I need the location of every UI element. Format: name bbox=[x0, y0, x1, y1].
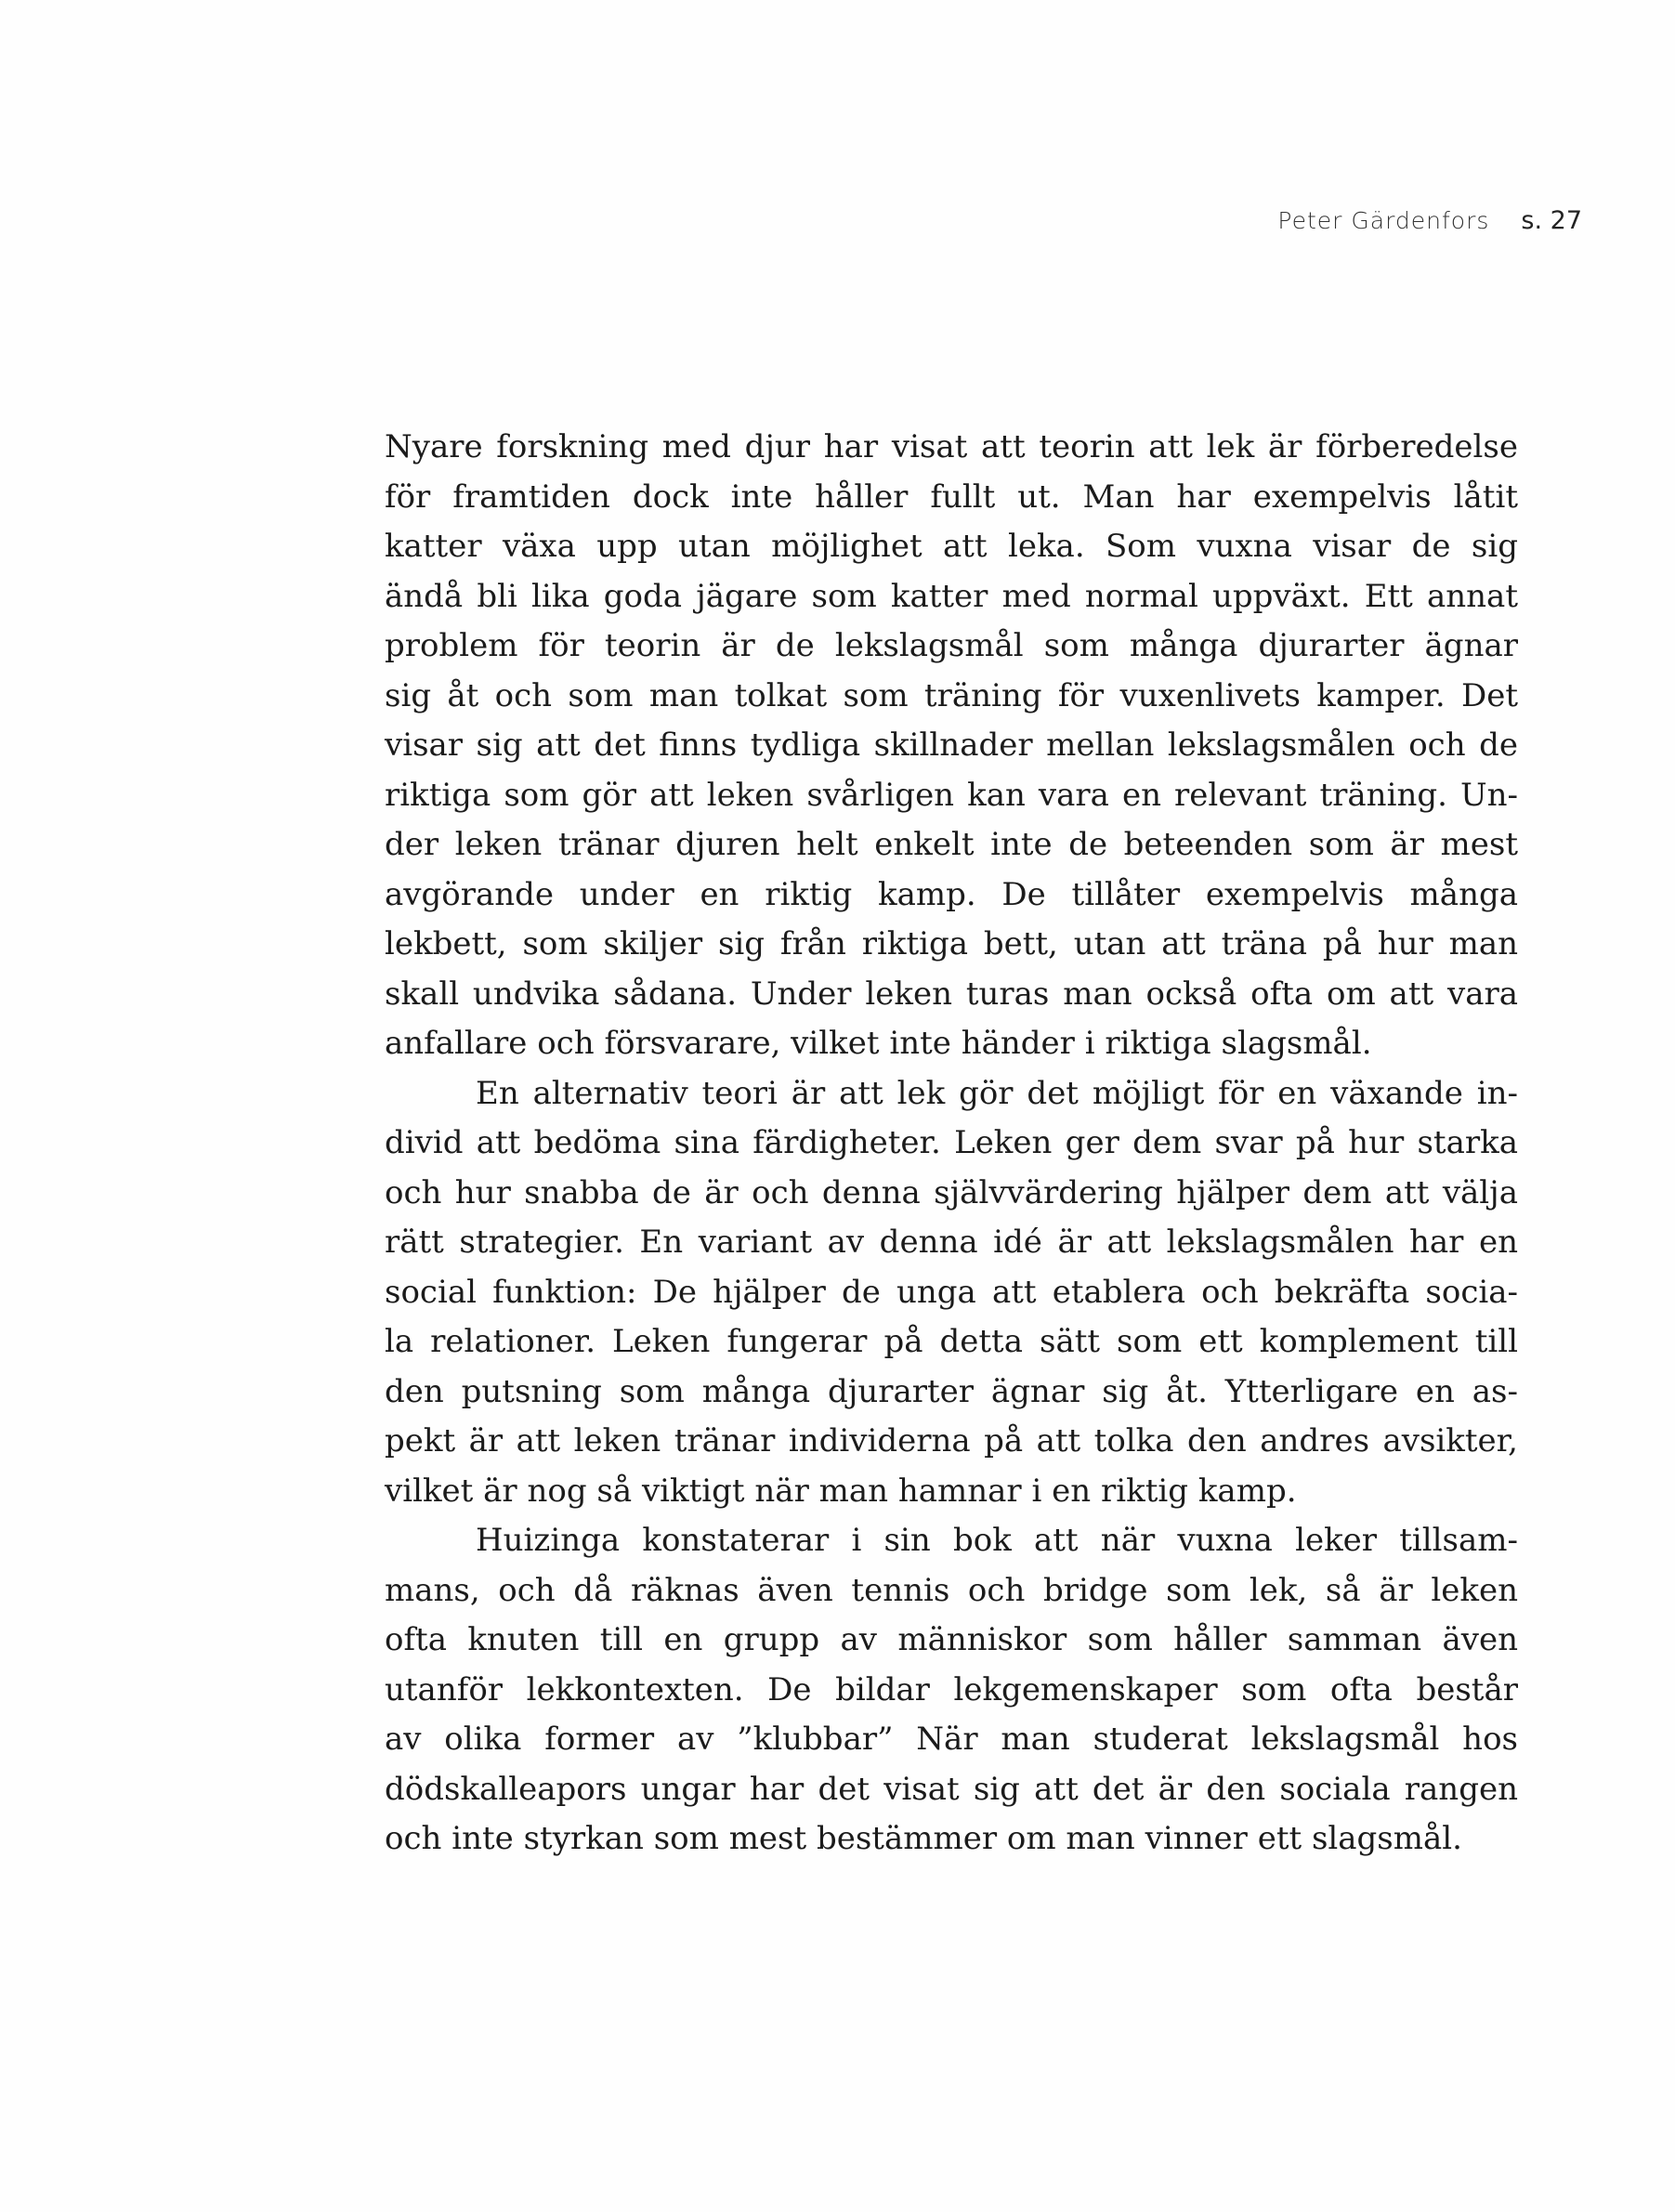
text-line: visar sig att det finns tydliga skillnader mellan lekslagsmålen och de bbox=[385, 726, 1518, 764]
text-line: problem för teorin är de lekslagsmål som många djurarter ägnar bbox=[385, 627, 1518, 664]
body-text bbox=[385, 423, 1518, 1865]
text-line: anfallare och försvarare, vilket inte händer i riktiga slagsmål. bbox=[385, 1025, 1372, 1062]
text-line: skall undvika sådana. Under leken turas man också ofta om att vara bbox=[385, 975, 1518, 1013]
text-line: ändå bli lika goda jägare som katter med normal uppväxt. Ett annat bbox=[385, 577, 1518, 615]
text-line: och inte styrkan som mest bestämmer om man vinner ett slagsmål. bbox=[385, 1820, 1462, 1857]
text-line: rätt strategier. En variant av denna idé är att lekslagsmålen har en bbox=[385, 1224, 1518, 1261]
header-author: Peter Gärdenfors bbox=[1277, 207, 1490, 234]
text-line: En alternativ teori är att lek gör det möjligt för en växande in- bbox=[476, 1074, 1518, 1112]
text-line: dödskalleapors ungar har det visat sig att det är den sociala rangen bbox=[385, 1770, 1518, 1808]
text-line: för framtiden dock inte håller fullt ut. Man har exempelvis låtit bbox=[385, 478, 1518, 516]
text-line: Huizinga konstaterar i sin bok att när vuxna leker tillsam- bbox=[476, 1522, 1518, 1559]
text-line: der leken tränar djuren helt enkelt inte de beteenden som är mest bbox=[385, 826, 1518, 863]
text-line: social funktion: De hjälper de unga att etablera och bekräfta socia- bbox=[385, 1273, 1518, 1311]
text-line: vilket är nog så viktigt när man hamnar i en riktig kamp. bbox=[385, 1472, 1297, 1510]
text-line: och hur snabba de är och denna självvärdering hjälper dem att välja bbox=[385, 1173, 1518, 1211]
text-line: katter växa upp utan möjlighet att leka. Som vuxna visar de sig bbox=[385, 528, 1518, 565]
text-line: lekbett, som skiljer sig från riktiga bett, utan att träna på hur man bbox=[385, 925, 1518, 962]
text-line: riktiga som gör att leken svårligen kan vara en relevant träning. Un- bbox=[385, 776, 1518, 814]
text-line: avgörande under en riktig kamp. De tillåter exempelvis många bbox=[385, 875, 1518, 913]
paragraph-2 bbox=[385, 1069, 1518, 1517]
text-line: Nyare forskning med djur har visat att teorin att lek är förberedelse bbox=[385, 428, 1518, 465]
text-line: av olika former av ”klubbar” När man studerat lekslagsmål hos bbox=[385, 1721, 1518, 1758]
text-line: pekt är att leken tränar individerna på att tolka den andres avsikter, bbox=[385, 1422, 1518, 1459]
running-header bbox=[1277, 206, 1582, 235]
paragraph-3 bbox=[385, 1516, 1518, 1865]
page-number: s. 27 bbox=[1521, 206, 1582, 235]
text-line: mans, och då räknas även tennis och bridge som lek, så är leken bbox=[385, 1571, 1518, 1609]
text-line: sig åt och som man tolkat som träning för vuxenlivets kamper. Det bbox=[385, 676, 1518, 714]
text-line: ofta knuten till en grupp av människor som håller samman även bbox=[385, 1621, 1518, 1658]
text-line: utanför lekkontexten. De bildar lekgemenskaper som ofta består bbox=[385, 1670, 1518, 1708]
paragraph-1 bbox=[385, 423, 1518, 1069]
text-line: den putsning som många djurarter ägnar sig åt. Ytterligare en as- bbox=[385, 1372, 1518, 1410]
text-line: la relationer. Leken fungerar på detta sätt som ett komplement till bbox=[385, 1323, 1518, 1360]
text-line: divid att bedöma sina färdigheter. Leken ger dem svar på hur starka bbox=[385, 1124, 1518, 1161]
